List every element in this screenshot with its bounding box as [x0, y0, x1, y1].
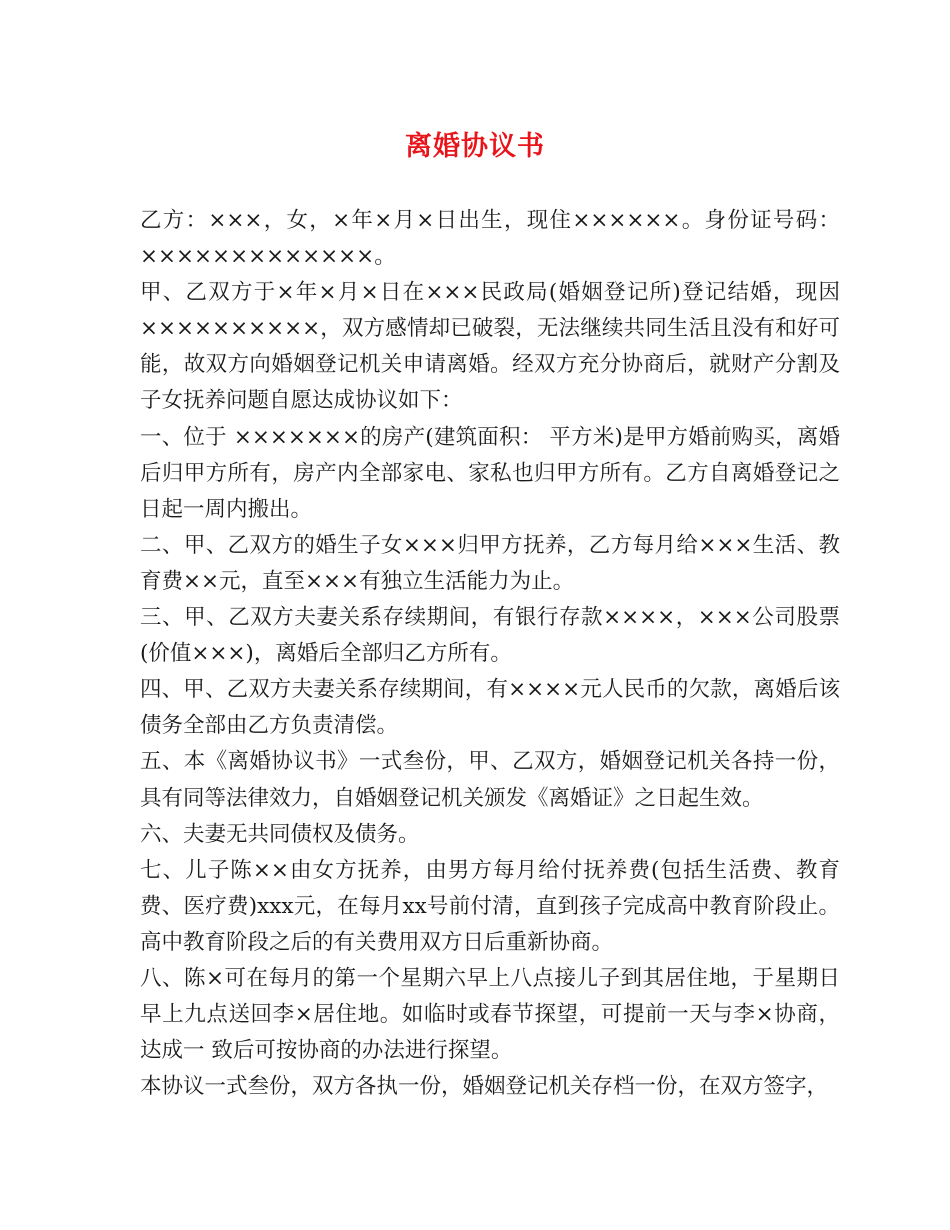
clause-8-visitation: 八、陈×可在每月的第一个星期六早上八点接儿子到其居住地，于星期日早上九点送回李×居住地。如临时或春节探望，可提前一天与李×协商，达成一 致后可按协商的办法进行探望。: [140, 965, 840, 1064]
preamble-paragraph: 甲、乙双方于×年×月×日在×××民政局(婚姻登记所)登记结婚，现因××××××××××，双方感情却已破裂，无法继续共同生活且没有和好可能，故双方向婚姻登记机关申请离婚。经双方充分协商后，就财产分割及子女抚养问题自愿达成协议如下：: [140, 280, 840, 414]
clause-6-no-shared-debt: 六、夫妻无共同债权及债务。: [140, 821, 420, 847]
closing-paragraph: 本协议一式叁份，双方各执一份，婚姻登记机关存档一份，在双方签字，: [140, 1074, 829, 1100]
clause-5-copies: 五、本《离婚协议书》一式叁份，甲、乙双方，婚姻登记机关各持一份，具有同等法律效力，自婚姻登记机关颁发《离婚证》之日起生效。: [140, 749, 840, 811]
document-title: 离婚协议书: [405, 131, 545, 162]
clause-1-property: 一、位于 ×××××××的房产(建筑面积： 平方米)是甲方婚前购买，离婚后归甲方所有，房产内全部家电、家私也归甲方所有。乙方自离婚登记之日起一周内搬出。: [140, 424, 840, 522]
clause-2-child-custody: 二、甲、乙双方的婚生子女×××归甲方抚养，乙方每月给×××生活、教育费××元，直至×××有独立生活能力为止。: [140, 532, 840, 594]
party-b-info: 乙方：×××，女，×年×月×日出生，现住××××××。身份证号码：×××××××××××××。: [140, 208, 840, 270]
document-body: [140, 203, 840, 1105]
clause-3-savings: 三、甲、乙双方夫妻关系存续期间，有银行存款××××，×××公司股票(价值×××)，离婚后全部归乙方所有。: [140, 605, 840, 667]
clause-7-child-support: 七、儿子陈××由女方抚养，由男方每月给付抚养费(包括生活费、教育费、医疗费)xxx元，在每月xx号前付清，直到孩子完成高中教育阶段止。 高中教育阶段之后的有关费用双方日后重新协商。: [140, 857, 840, 955]
clause-4-debts: 四、甲、乙双方夫妻关系存续期间，有××××元人民币的欠款，离婚后该债务全部由乙方负责清偿。: [140, 677, 840, 739]
